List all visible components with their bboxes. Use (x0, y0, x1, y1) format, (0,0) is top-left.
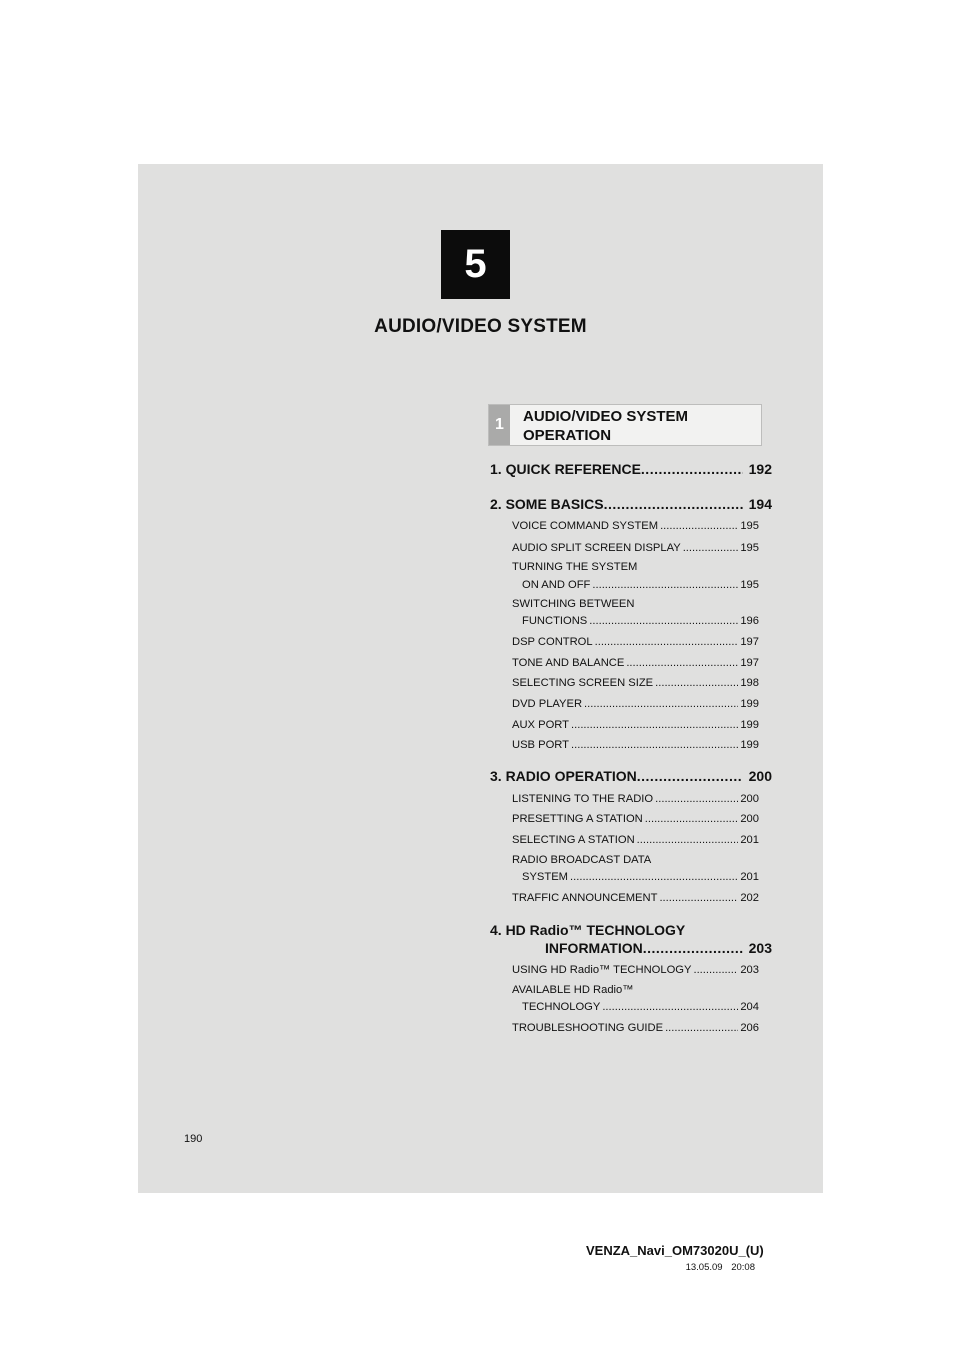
toc-entry-screen-size[interactable]: SELECTING SCREEN SIZE ..... 198 (512, 677, 759, 689)
toc-entry-available-hd-radio[interactable]: TECHNOLOGY ..... 204 (522, 1001, 759, 1013)
toc-page-number: 203 (740, 964, 759, 976)
section-header (488, 404, 762, 446)
footer-document-code: VENZA_Navi_OM73020U_(U) (586, 1243, 764, 1258)
toc-entry-dsp-control[interactable]: DSP CONTROL ..... 197 (512, 636, 759, 648)
toc-entry-rbds-line1: RADIO BROADCAST DATA (512, 854, 652, 866)
toc-page-number: 197 (740, 636, 759, 648)
toc-page-number: 204 (740, 1001, 759, 1013)
chapter-number-box (441, 230, 510, 299)
toc-entry-rbds[interactable]: SYSTEM ..... 201 (522, 871, 759, 883)
toc-page-number: 206 (740, 1022, 759, 1034)
toc-page-number: 199 (740, 698, 759, 710)
toc-entry-switching-line1: SWITCHING BETWEEN (512, 598, 635, 610)
toc-entry-voice-command-system[interactable]: VOICE COMMAND SYSTEM ..... 195 (512, 520, 759, 532)
toc-page-number: 195 (740, 542, 759, 554)
toc-entry-switching-functions[interactable]: FUNCTIONS ..... 196 (522, 615, 759, 627)
toc-page-number: 199 (740, 739, 759, 751)
toc-page-number: 203 (748, 940, 772, 956)
toc-entry-radio-operation[interactable]: 3. RADIO OPERATION ..... 200 (490, 768, 772, 784)
toc-entry-troubleshooting[interactable]: TROUBLESHOOTING GUIDE ..... 206 (512, 1022, 759, 1034)
toc-entry-presetting-station[interactable]: PRESETTING A STATION ..... 200 (512, 813, 759, 825)
toc-entry-selecting-station[interactable]: SELECTING A STATION ..... 201 (512, 834, 759, 846)
toc-page-number: 201 (740, 871, 759, 883)
toc-page-number: 197 (740, 657, 759, 669)
toc-page-number: 199 (740, 719, 759, 731)
toc-entry-hd-radio-information[interactable]: INFORMATION ..... 203 (545, 940, 772, 956)
page-number: 190 (184, 1133, 203, 1145)
section-number: 1 (489, 405, 510, 445)
chapter-number: 5 (464, 242, 487, 286)
section-title: AUDIO/VIDEO SYSTEM OPERATION (523, 408, 689, 444)
toc-page-number: 202 (740, 892, 759, 904)
toc-page-number: 194 (748, 496, 772, 512)
toc-page-number: 201 (740, 834, 759, 846)
toc-entry-some-basics[interactable]: 2. SOME BASICS ..... 194 (490, 496, 772, 512)
toc-entry-turning-system[interactable]: ON AND OFF ..... 195 (522, 579, 759, 591)
toc-page-number: 198 (740, 677, 759, 689)
toc-page-number: 192 (748, 461, 772, 477)
toc-entry-turning-system-line1: TURNING THE SYSTEM (512, 561, 638, 573)
toc-entry-dvd-player[interactable]: DVD PLAYER ..... 199 (512, 698, 759, 710)
toc-entry-listening-radio[interactable]: LISTENING TO THE RADIO ..... 200 (512, 793, 759, 805)
toc-page-number: 196 (740, 615, 759, 627)
toc-entry-available-hd-line1: AVAILABLE HD Radio™ (512, 984, 634, 996)
toc-entry-quick-reference[interactable]: 1. QUICK REFERENCE ..... 192 (490, 461, 772, 477)
toc-page-number: 200 (740, 793, 759, 805)
chapter-title: AUDIO/VIDEO SYSTEM (374, 316, 587, 337)
toc-entry-using-hd-radio[interactable]: USING HD Radio™ TECHNOLOGY ..... 203 (512, 964, 759, 976)
toc-entry-hd-radio-line1: 4. HD Radio™ TECHNOLOGY (490, 922, 686, 938)
toc-page-number: 200 (748, 768, 772, 784)
toc-page-number: 195 (740, 579, 759, 591)
toc-entry-usb-port[interactable]: USB PORT ..... 199 (512, 739, 759, 751)
toc-page-number: 200 (740, 813, 759, 825)
footer-timestamp: 13.05.09 20:08 (685, 1262, 755, 1273)
toc-page-number: 195 (740, 520, 759, 532)
toc-entry-aux-port[interactable]: AUX PORT ..... 199 (512, 719, 759, 731)
toc-entry-tone-balance[interactable]: TONE AND BALANCE ..... 197 (512, 657, 759, 669)
toc-entry-audio-split-screen[interactable]: AUDIO SPLIT SCREEN DISPLAY ..... 195 (512, 542, 759, 554)
toc-entry-traffic-announcement[interactable]: TRAFFIC ANNOUNCEMENT ..... 202 (512, 892, 759, 904)
